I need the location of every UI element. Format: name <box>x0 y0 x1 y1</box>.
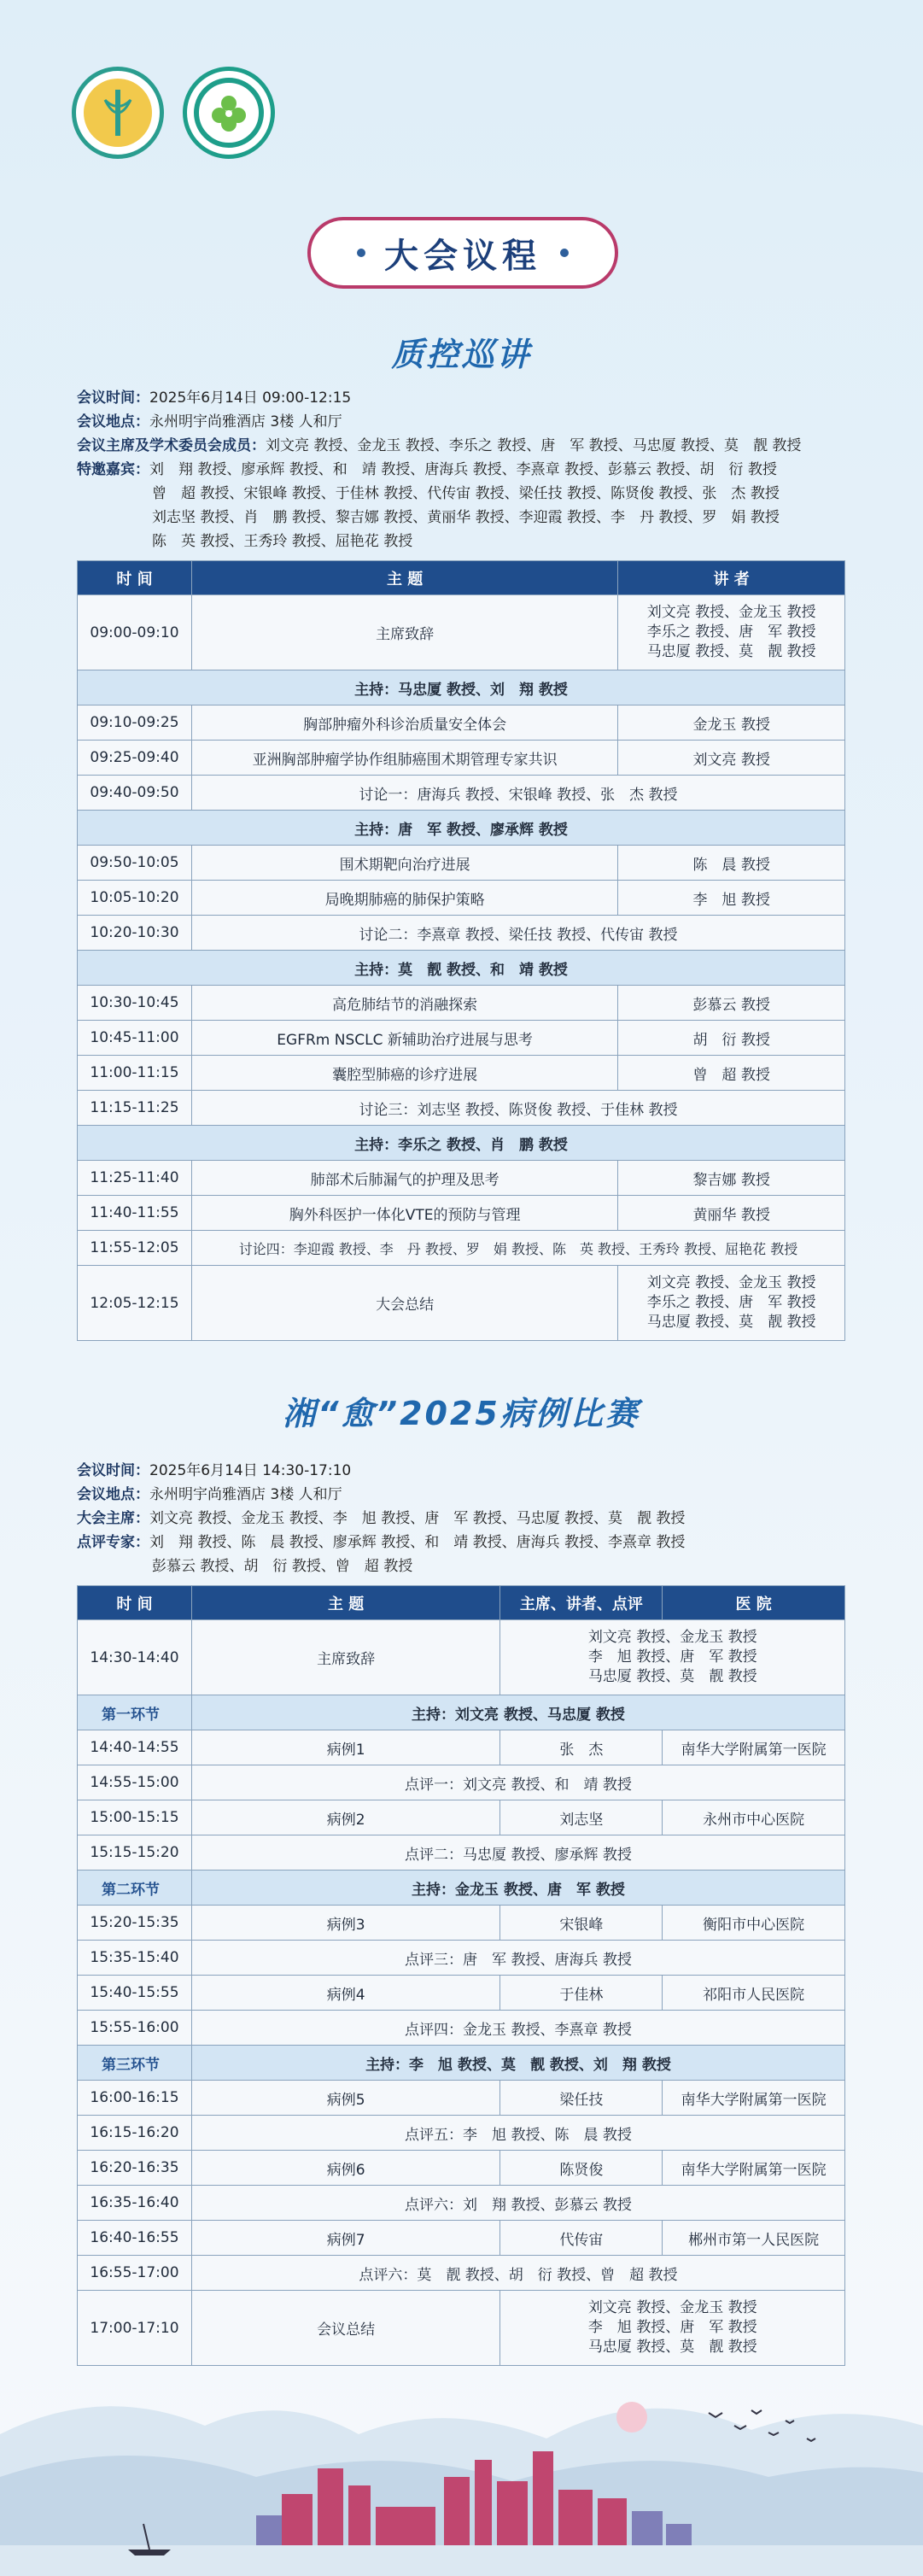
comment-row: 16:55-17:00 点评六：莫 靓 教授、胡 衍 教授、曾 超 教授 <box>78 2256 845 2291</box>
table-row: 09:50-10:05 围术期靶向治疗进展 陈 晨 教授 <box>78 846 845 881</box>
section1-title: 质控巡讲 <box>391 336 532 373</box>
comment-row: 15:35-15:40 点评三：唐 军 教授、唐海兵 教授 <box>78 1941 845 1976</box>
table-row: 16:00-16:15 病例5 梁任技 南华大学附属第一医院 <box>78 2081 845 2116</box>
round-row: 第一环节 主持：刘文亮 教授、马忠厦 教授 <box>78 1695 845 1730</box>
table-row: 09:10-09:25 胸部肿瘤外科诊治质量安全体会 金龙玉 教授 <box>78 705 845 741</box>
table-row: 15:40-15:55 病例4 于佳林 祁阳市人民医院 <box>78 1976 845 2011</box>
discussion-row: 11:55-12:05 讨论四：李迎霞 教授、李 丹 教授、罗 娟 教授、陈 英 教授、王秀玲 教授、屈艳花 教授 <box>78 1231 845 1266</box>
host-row: 主持：唐 军 教授、廖承辉 教授 <box>78 811 845 846</box>
banner-title: 大会议程 <box>384 236 541 276</box>
table-row: 10:45-11:00 EGFRm NSCLC 新辅助治疗进展与思考 胡 衍 教授 <box>78 1021 845 1056</box>
table-row: 09:00-09:10 主席致辞 刘文亮 教授、金龙玉 教授 李乐之 教授、唐 军 教授 马忠厦 教授、莫 靓 教授 <box>78 595 845 670</box>
table-row: 16:40-16:55 病例7 代传宙 郴州市第一人民医院 <box>78 2221 845 2256</box>
comment-row: 16:15-16:20 点评五：李 旭 教授、陈 晨 教授 <box>78 2116 845 2151</box>
comment-row: 14:55-15:00 点评一：刘文亮 教授、和 靖 教授 <box>78 1765 845 1800</box>
section2-info: 会议时间：2025年6月14日 14:30-17:10 会议地点：永州明宇尚雅酒店 3楼 人和厅 大会主席：刘文亮 教授、金龙玉 教授、李 旭 教授、唐 军 教授、马忠厦 教授、莫 靓 教授 点评专家：刘 翔 教授、陈 晨 教授、廖承辉 教授、和 靖 教授、唐海兵 教授、李熹章 教授 彭慕云 教授、胡 衍 教授、曾 超 教授 <box>77 1462 686 1575</box>
host-row: 主持：李乐之 教授、肖 鹏 教授 <box>78 1126 845 1161</box>
section1-table: 时 间 主 题 讲 者 09:00-09:10 主席致辞 刘文亮 教授、金龙玉 教授 李乐之 教授、唐 军 教授 马忠厦 教授、莫 靓 教授 主持：马忠厦 教授、刘 翔 教授 09:10-09:25 胸部肿瘤外科诊治质量安全体会 金龙玉 教授 09:25-09:40 亚洲胸部肿瘤学协作组肺癌围术期管理专家共识 刘文亮 教授 09:40-09:50 讨论一：唐海兵 教授、宋银峰 教授、张 杰 教授 主持：唐 军 教授、廖承辉 教授 09:50-10:05 围术期靶向治疗进展 陈 晨 教授 10:05-10:20 局晚期肺癌的肺保护策略 李 旭 教授 10:20-10:30 讨论二：李熹章 教授、梁任技 教授、代传宙 教授 主持：莫 靓 教授、和 靖 教授 10:30-10:45 高危肺结节的消融探索 彭慕云 教授 10:45-11:00 EGFRm NSCLC 新辅助治疗进展与思考 胡 衍 教授 11:00-11:15 囊腔型肺癌的诊疗进展 曾 超 教授 11:15-11:25 讨论三：刘志坚 教授、陈贤俊 教授、于佳林 教授 主持：李乐之 教授、肖 鹏 教授 11:25-11:40 肺部术后肺漏气的护理及思考 黎吉娜 教授 11:40-11:55 胸外科医护一体化VTE的预防与管理 黄丽华 教授 11:55-12:05 讨论四：李迎霞 教授、李 丹 教授、罗 娟 教授、陈 英 教授、王秀玲 教授、屈艳花 教授 12:05-12:15 大会总结 刘文亮 教授、金龙玉 教授 李乐之 教授、唐 军 教授 马忠厦 教授、莫 靓 教授 <box>77 560 845 1341</box>
discussion-row: 11:15-11:25 讨论三：刘志坚 教授、陈贤俊 教授、于佳林 教授 <box>78 1091 845 1126</box>
table-row: 10:30-10:45 高危肺结节的消融探索 彭慕云 教授 <box>78 986 845 1021</box>
table-row: 09:25-09:40 亚洲胸部肿瘤学协作组肺癌围术期管理专家共识 刘文亮 教授 <box>78 741 845 776</box>
table-row: 14:30-14:40 主席致辞 刘文亮 教授、金龙玉 教授 李 旭 教授、唐 军 教授 马忠厦 教授、莫 靓 教授 <box>78 1620 845 1695</box>
city-landscape-illustration <box>0 2332 923 2576</box>
table-row: 15:20-15:35 病例3 宋银峰 衡阳市中心医院 <box>78 1906 845 1941</box>
table-row: 17:00-17:10 会议总结 刘文亮 教授、金龙玉 教授 李 旭 教授、唐 军 教授 马忠厦 教授、莫 靓 教授 <box>78 2291 845 2366</box>
comment-row: 15:55-16:00 点评四：金龙玉 教授、李熹章 教授 <box>78 2011 845 2046</box>
dot-icon <box>560 249 569 257</box>
round-row: 第三环节 主持：李 旭 教授、莫 靓 教授、刘 翔 教授 <box>78 2046 845 2081</box>
agenda-banner <box>307 217 618 289</box>
comment-row: 15:15-15:20 点评二：马忠厦 教授、廖承辉 教授 <box>78 1835 845 1871</box>
host-row: 主持：马忠厦 教授、刘 翔 教授 <box>78 670 845 705</box>
medical-association-logo <box>72 67 164 159</box>
section1-info: 会议时间：2025年6月14日 09:00-12:15 会议地点：永州明宇尚雅酒店 3楼 人和厅 会议主席及学术委员会成员：刘文亮 教授、金龙玉 教授、李乐之 教授、唐 军 教授、马忠厦 教授、莫 靓 教授 特邀嘉宾：刘 翔 教授、廖承辉 教授、和 靖 教授、唐海兵 教授、李熹章 教授、彭慕云 教授、胡 衍 教授 曾 超 教授、宋银峰 教授、于佳林 教授、代传宙 教授、梁任技 教授、陈贤俊 教授、张 杰 教授 刘志坚 教授、肖 鹏 教授、黎吉娜 教授、黄丽华 教授、李迎霞 教授、李 丹 教授、罗 娟 教授 陈 英 教授、王秀玲 教授、屈艳花 教授 <box>77 389 802 550</box>
table-row: 11:00-11:15 囊腔型肺癌的诊疗进展 曾 超 教授 <box>78 1056 845 1091</box>
hospital-logo <box>183 67 275 159</box>
discussion-row: 09:40-09:50 讨论一：唐海兵 教授、宋银峰 教授、张 杰 教授 <box>78 776 845 811</box>
section2-title: 湘“愈”2025病例比赛 <box>283 1395 640 1432</box>
table-row: 14:40-14:55 病例1 张 杰 南华大学附属第一医院 <box>78 1730 845 1765</box>
table-row: 15:00-15:15 病例2 刘志坚 永州市中心医院 <box>78 1800 845 1835</box>
logo-group <box>72 67 275 159</box>
table-row: 16:20-16:35 病例6 陈贤俊 南华大学附属第一医院 <box>78 2151 845 2186</box>
round-row: 第二环节 主持：金龙玉 教授、唐 军 教授 <box>78 1871 845 1906</box>
section2-table: 时 间 主 题 主席、讲者、点评 医 院 14:30-14:40 主席致辞 刘文亮 教授、金龙玉 教授 李 旭 教授、唐 军 教授 马忠厦 教授、莫 靓 教授 第一环节 主持：刘文亮 教授、马忠厦 教授 14:40-14:55 病例1 张 杰 南华大学附属第一医院 14:55-15:00 点评一：刘文亮 教授、和 靖 教授 15:00-15:15 病例2 刘志坚 永州市中心医院 15:15-15:20 点评二：马忠厦 教授、廖承辉 教授 第二环节 主持：金龙玉 教授、唐 军 教授 15:20-15:35 病例3 宋银峰 衡阳市中心医院 15:35-15:40 点评三：唐 军 教授、唐海兵 教授 15:40-15:55 病例4 于佳林 祁阳市人民医院 15:55-16:00 点评四：金龙玉 教授、李熹章 教授 第三环节 主持：李 旭 教授、莫 靓 教授、刘 翔 教授 16:00-16:15 病例5 梁任技 南华大学附属第一医院 16:15-16:20 点评五：李 旭 教授、陈 晨 教授 16:20-16:35 病例6 陈贤俊 南华大学附属第一医院 16:35-16:40 点评六：刘 翔 教授、彭慕云 教授 16:40-16:55 病例7 代传宙 郴州市第一人民医院 16:55-17:00 点评六：莫 靓 教授、胡 衍 教授、曾 超 教授 17:00-17:10 会议总结 刘文亮 教授、金龙玉 教授 李 旭 教授、唐 军 教授 马忠厦 教授、莫 靓 教授 <box>77 1585 845 2366</box>
host-row: 主持：莫 靓 教授、和 靖 教授 <box>78 951 845 986</box>
discussion-row: 10:20-10:30 讨论二：李熹章 教授、梁任技 教授、代传宙 教授 <box>78 916 845 951</box>
comment-row: 16:35-16:40 点评六：刘 翔 教授、彭慕云 教授 <box>78 2186 845 2221</box>
table-row: 11:40-11:55 胸外科医护一体化VTE的预防与管理 黄丽华 教授 <box>78 1196 845 1231</box>
table-row: 10:05-10:20 局晚期肺癌的肺保护策略 李 旭 教授 <box>78 881 845 916</box>
table-row: 12:05-12:15 大会总结 刘文亮 教授、金龙玉 教授 李乐之 教授、唐 军 教授 马忠厦 教授、莫 靓 教授 <box>78 1266 845 1341</box>
dot-icon <box>357 249 365 257</box>
table-row: 11:25-11:40 肺部术后肺漏气的护理及思考 黎吉娜 教授 <box>78 1161 845 1196</box>
